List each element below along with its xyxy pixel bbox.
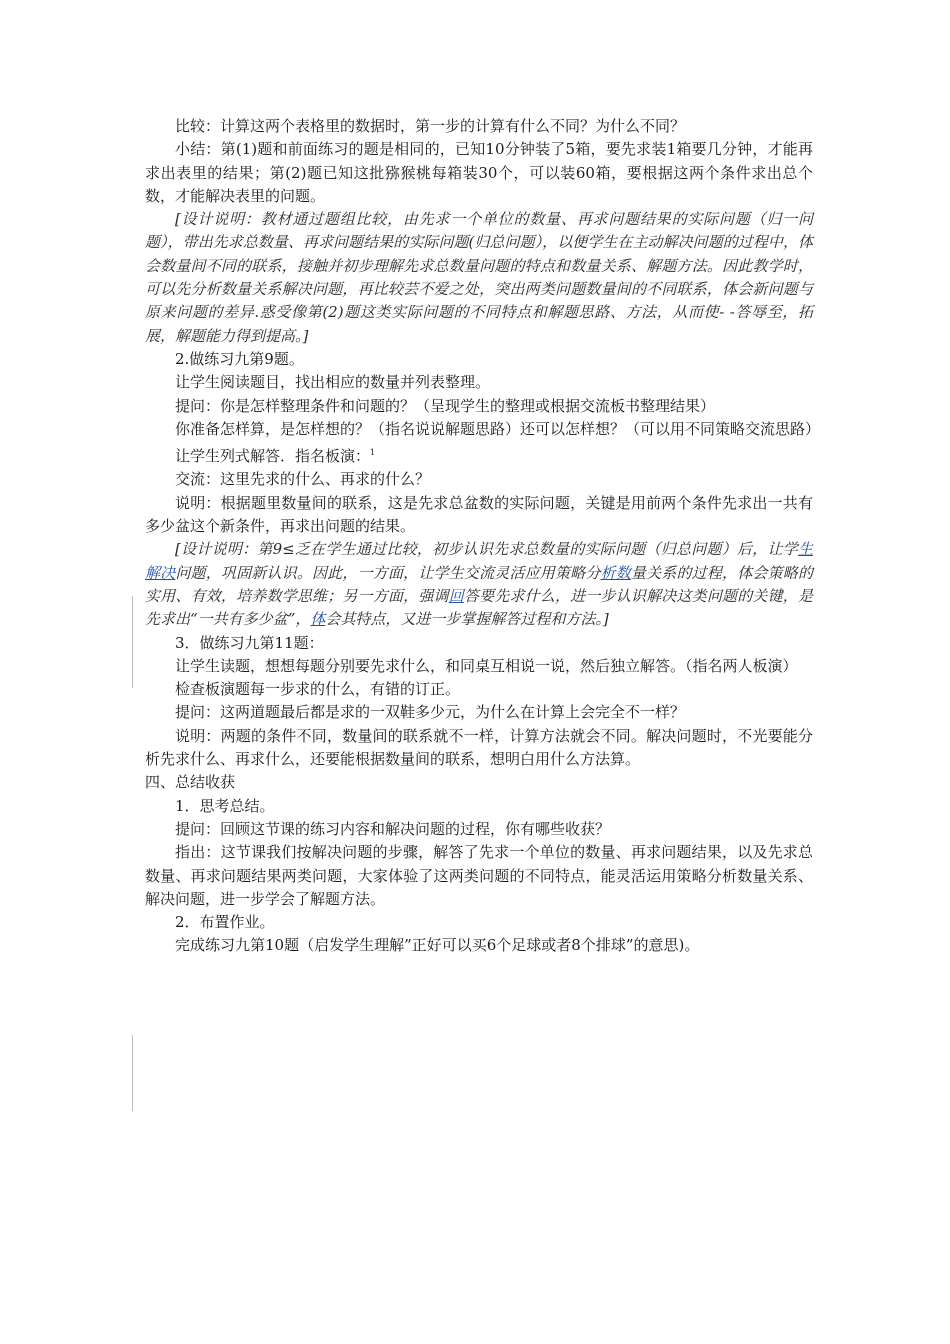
paragraph-explain-total: 说明：根据题里数量间的联系，这是先求总盆数的实际问题，关键是用前两个条件先求出一共有多少盆这个新条件，再求出问题的结果。 [145, 493, 813, 536]
note-2-link[interactable]: 回 [448, 586, 464, 605]
note-2-link[interactable]: 体 [310, 610, 326, 629]
note-2-link[interactable]: 析数 [600, 563, 631, 582]
section-heading-summary: 四、总结收获 [145, 773, 236, 792]
document-page [145, 115, 821, 958]
note-2-part: 答要先求什么，进一步认识解决这类问题的关键，是先求出“一共有多少盆”， [145, 586, 813, 629]
design-note-1: [设计说明：教材通过题组比较，由先求一个单位的数量、再求问题结果的实际问题（归一问题），带出先求总数量、再求问题结果的实际问题(归总问题），以便学生在主动解决问题的过程中，体会数量间不同的联系，接触并初步理解先求总数量问题的特点和数量关系、解题方法。因此教学时，可以先分析数量关系解决问题，再比较芸不爱之处，突出两类问题数量间的不同联系，体会新问题与原来问题的差异.惑受像第(2)题这类实际问题的不同特点和解题思路、方法，从而使- -答辱至，拓展，解题能力得到提高。] [145, 210, 813, 345]
paragraph-check-board: 检查板演题每一步求的什么，有错的订正。 [175, 680, 461, 699]
paragraph-question-organize: 提问：你是怎样整理条件和问题的？（呈现学生的整理或根据交流板书整理结果） [175, 396, 716, 415]
note-2-part: 问题，巩固新认识。因此，一方面，让学生交流灵活应用策略分 [175, 563, 601, 582]
paragraph-read-think: 让学生读题，想想每题分别要先求什么，和同桌互相说一说，然后独立解答。（指名两人板演） [175, 656, 798, 675]
board-demo-text: 让学生列式解答．指名板演： [175, 447, 371, 466]
paragraph-question-gains: 提问：回顾这节课的练习内容和解决问题的过程，你有哪些收获？ [175, 819, 611, 838]
paragraph-reflect: 1．思考总结。 [175, 796, 275, 815]
paragraph-how-to-calc: 你准备怎样算，是怎样想的？（指名说说解题思路）还可以怎样想？（可以用不同策略交流思路） [175, 419, 821, 438]
note-2-part: 量关系的过程，体会策略的实用、有效，培养数学思维；另一方面，强调 [145, 563, 813, 605]
note-2-link[interactable]: 生解决 [145, 540, 813, 582]
paragraph-exercise-11: 3．做练习九第11题： [175, 633, 324, 652]
paragraph-point-out: 指出：这节课我们按解决问题的步骤，解答了先求一个单位的数量、再求问题结果，以及先求总数量、再求问题结果两类问题，大家体验了这两类问题的不同特点，能灵活运用策略分析数量关系、解决问题，进一步学会了解题方法。 [145, 843, 813, 908]
paragraph-exchange: 交流：这里先求的什么、再求的什么？ [175, 470, 431, 489]
paragraph-compare: 比较：计算这两个表格里的数据时，第一步的计算有什么不同？为什么不同？ [175, 117, 686, 135]
note-2-part: 会其特点，又进一步掌握解答过程和方法。] [325, 610, 609, 629]
paragraph-exercise-9: 2.做练习九第9题。 [175, 349, 304, 368]
paragraph-read-problem: 让学生阅读题目，找出相应的数量并列表整理。 [175, 373, 491, 392]
superscript-mark: 1 [370, 448, 376, 458]
note-2-part: [设计说明：第9≤乏在学生通过比较，初步认识先求总数量的实际问题（归总问题）后，让学 [175, 540, 798, 559]
paragraph-complete-exercise: 完成练习九第10题（启发学生理解”正好可以买6个足球或者8个排球”的意思)。 [175, 936, 700, 955]
paragraph-summary: 小结：第(1)题和前面练习的题是相同的，已知10分钟装了5箱，要先求装1箱要几分钟，才能再求出表里的结果；第(2)题已知这批猕猴桃每箱装30个，可以装60箱，要根据这两个条件求出总个数，才能解决表里的问题。 [145, 140, 813, 205]
margin-rule-bottom [132, 1035, 133, 1111]
paragraph-board-demo [145, 441, 813, 468]
margin-rule-top [132, 596, 133, 688]
paragraph-homework: 2．布置作业。 [175, 913, 275, 932]
paragraph-question-shoes: 提问：这两道题最后都是求的一双鞋多少元，为什么在计算上会完全不一样？ [175, 703, 686, 722]
paragraph-explain-conditions: 说明：两题的条件不同，数量间的联系就不一样，计算方法就会不同。解决问题时，不光要能分析先求什么、再求什么，还要能根据数量间的联系，想明白用什么方法算。 [145, 726, 813, 769]
design-note-2 [145, 538, 813, 631]
